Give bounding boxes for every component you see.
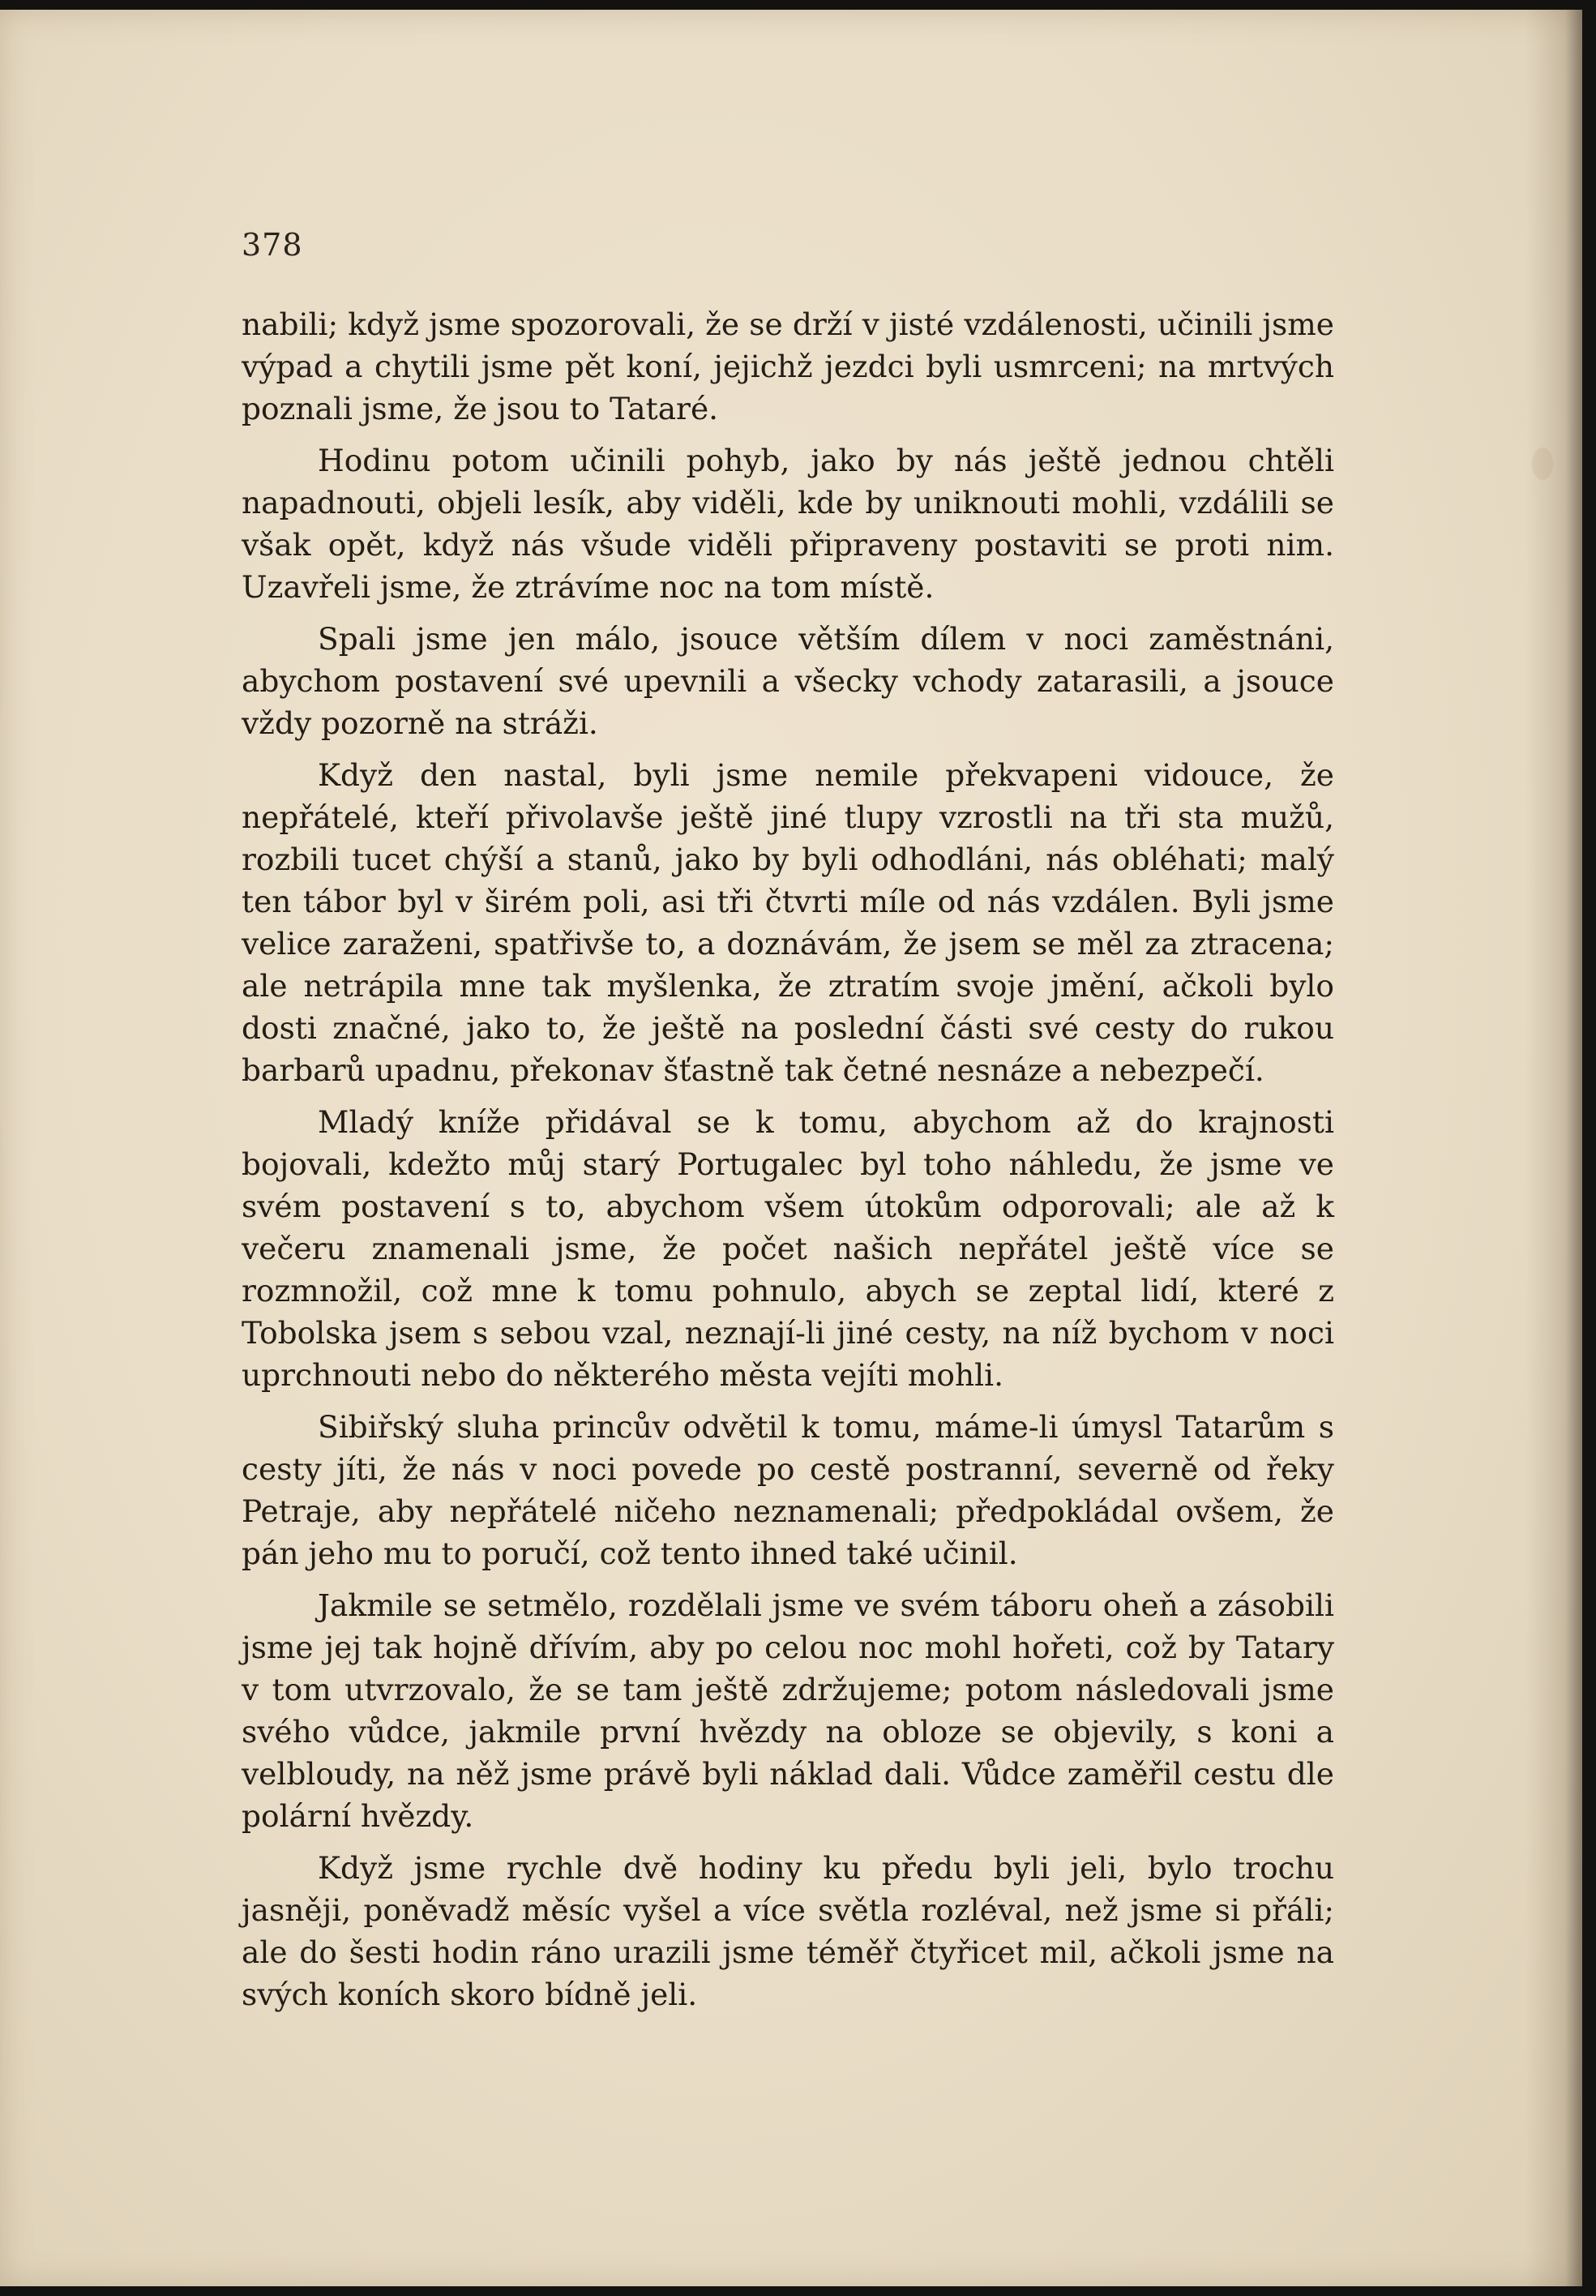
paragraph: Spali jsme jen málo, jsouce větším dílem v noci zaměstnáni, abychom postavení své upevnili a všecky vchody zatarasili, a jsouce vždy pozorně na stráži. <box>242 621 1334 741</box>
paragraph: Mladý kníže přidával se k tomu, abychom až do krajnosti bojovali, kdežto můj starý Portugalec byl toho náhledu, že jsme ve svém postavení s to, abychom všem útokům odporovali; ale až k večeru znamenali jsme, že počet našich nepřátel ještě více se rozmnožil, což mne k tomu pohnulo, abych se zeptal lidí, které z Tobolska jsem s sebou vzal, neznají-li jiné cesty, na níž bychom v noci uprchnouti nebo do některého města vejíti mohli. <box>242 1104 1334 1393</box>
paragraph: Když jsme rychle dvě hodiny ku předu byli jeli, bylo trochu jasněji, poněvadž měsíc vyšel a více světla rozléval, než jsme si přáli; ale do šesti hodin ráno urazili jsme téměř čtyřicet mil, ačkoli jsme na svých koních skoro bídně jeli. <box>242 1850 1334 2012</box>
page-number: 378 <box>242 227 303 263</box>
paper-stain <box>1532 448 1553 480</box>
paragraph: Sibiřský sluha princův odvětil k tomu, máme-li úmysl Tatarům s cesty jíti, že nás v noci povede po cestě postranní, severně od řeky Petraje, aby nepřátelé ničeho neznamenali; předpokládal ovšem, že pán jeho mu to poručí, což tento ihned také učinil. <box>242 1409 1334 1571</box>
body-text <box>242 303 1334 2025</box>
paragraph: nabili; když jsme spozorovali, že se drží v jisté vzdálenosti, učinili jsme výpad a chytili jsme pět koní, jejichž jezdci byli usmrceni; na mrtvých poznali jsme, že jsou to Tataré. <box>242 306 1334 426</box>
paragraph: Když den nastal, byli jsme nemile překvapeni vidouce, že nepřátelé, kteří přivolavše ještě jiné tlupy vzrostli na tři sta mužů, rozbili tucet chýší a stanů, jako by byli odhodláni, nás obléhati; malý ten tábor byl v širém poli, asi tři čtvrti míle od nás vzdálen. Byli jsme velice zaraženi, spatřivše to, a doznávám, že jsem se měl za ztracena; ale netrápila mne tak myšlenka, že ztratím svoje jmění, ačkoli bylo dosti značné, jako to, že ještě na poslední části své cesty do rukou barbarů upadnu, překonav šťastně tak četné nesnáze a nebezpečí. <box>242 757 1334 1088</box>
paragraph: Hodinu potom učinili pohyb, jako by nás ještě jednou chtěli napadnouti, objeli lesík, aby viděli, kde by uniknouti mohli, vzdálili se však opět, když nás všude viděli připraveny postaviti se proti nim. Uzavřeli jsme, že ztrávíme noc na tom místě. <box>242 443 1334 605</box>
book-page <box>0 10 1582 2286</box>
page-gutter-shadow <box>1525 10 1582 2286</box>
paragraph: Jakmile se setmělo, rozdělali jsme ve svém táboru oheň a zásobili jsme jej tak hojně dřívím, aby po celou noc mohl hořeti, což by Tatary v tom utvrzovalo, že se tam ještě zdržujeme; potom následovali jsme svého vůdce, jakmile první hvězdy na obloze se objevily, s koni a velbloudy, na něž jsme právě byli náklad dali. Vůdce zaměřil cestu dle polární hvězdy. <box>242 1587 1334 1834</box>
